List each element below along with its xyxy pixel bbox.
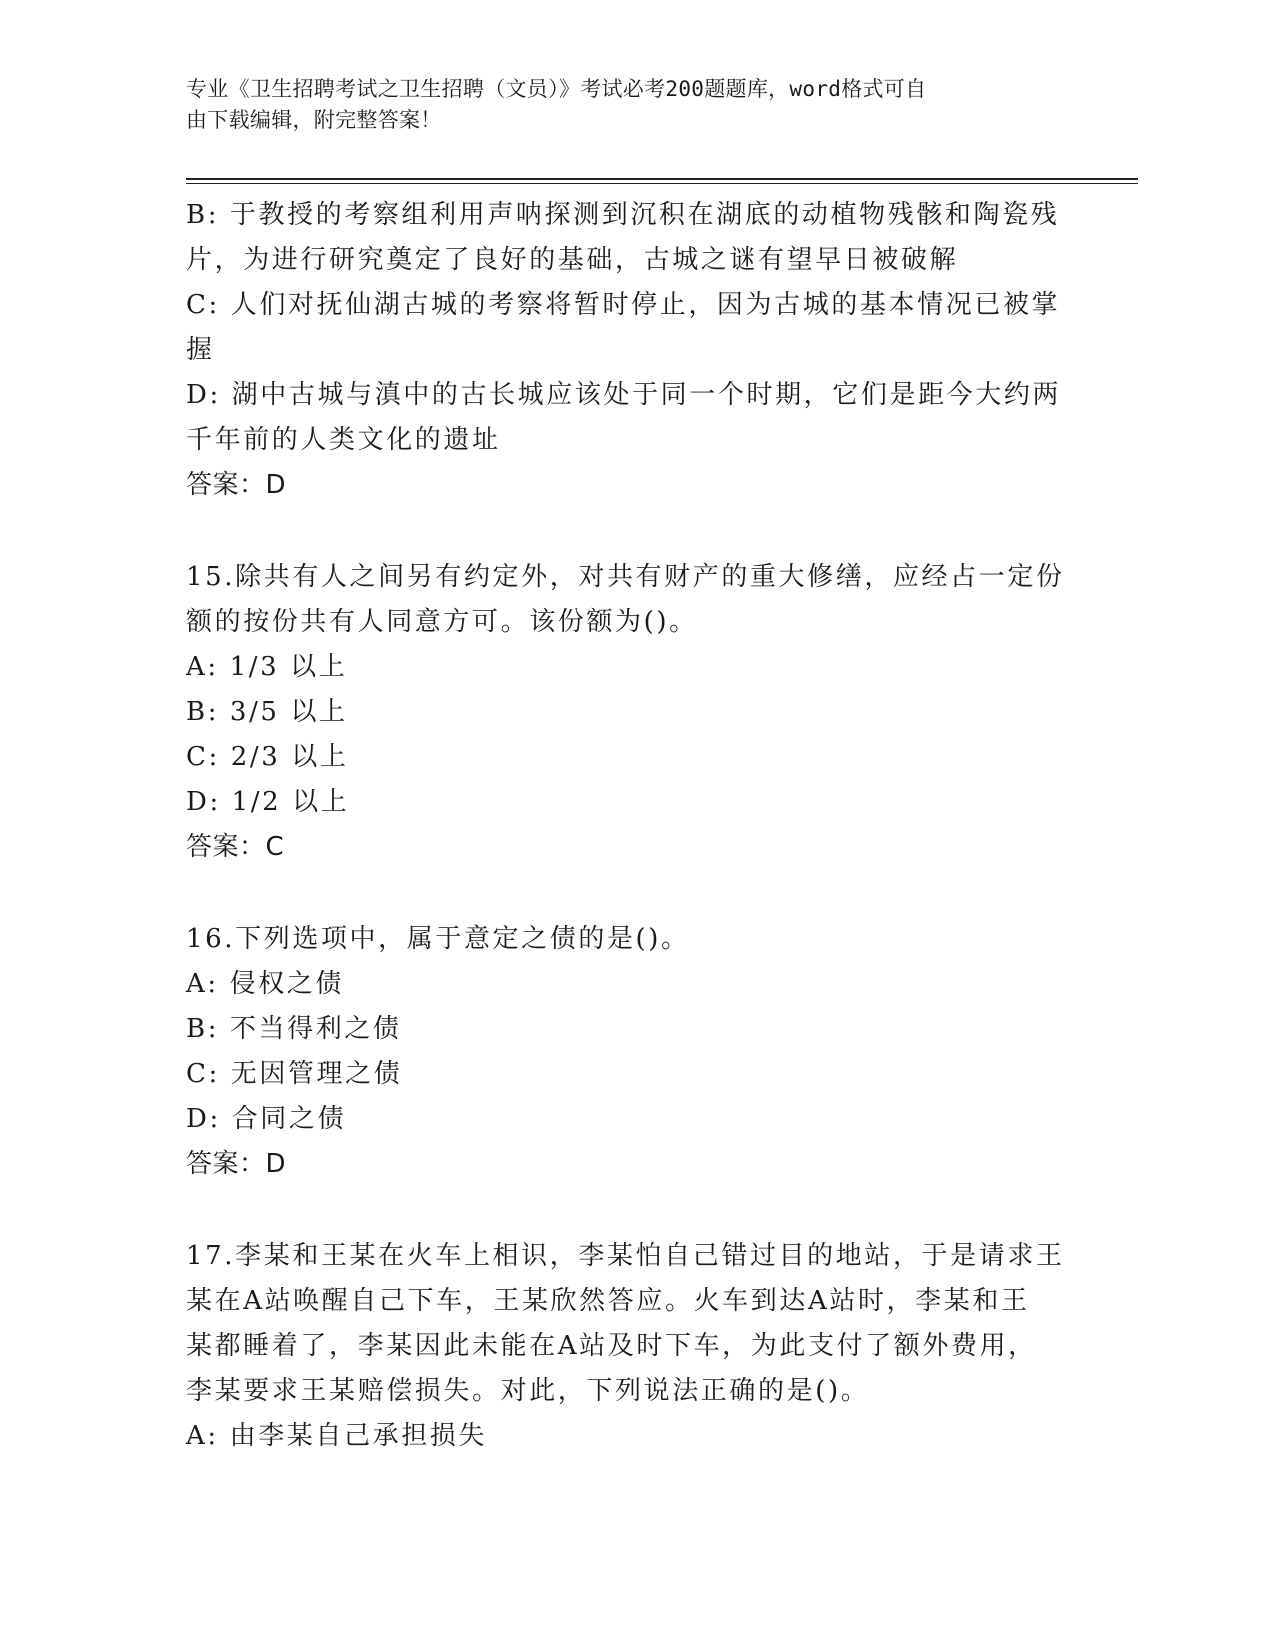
question-15 — [186, 555, 1086, 870]
option-d: D: 合同之债 — [186, 1104, 347, 1134]
header-divider-thin — [186, 183, 1138, 184]
question-stem-line-3: 某都睡着了，李某因此未能在A站及时下车，为此支付了额外费用， — [186, 1331, 1037, 1361]
option-b: B: 不当得利之债 — [186, 1014, 402, 1044]
option-c: C: 2/3 以上 — [186, 742, 349, 772]
question-17 — [186, 1234, 1086, 1459]
option-c: C: 无因管理之债 — [186, 1059, 403, 1089]
option-d: D: 1/2 以上 — [186, 787, 350, 817]
question-14-tail — [186, 193, 1086, 508]
option-c-line-2: 握 — [186, 335, 215, 365]
header-line-1: 专业《卫生招聘考试之卫生招聘（文员）》考试必考200题题库，word格式可自 — [186, 77, 927, 101]
option-b-line-1: B: 于教授的考察组利用声呐探测到沉积在湖底的动植物残骸和陶瓷残 — [186, 200, 1060, 230]
answer-line: 答案：D — [186, 1149, 287, 1179]
document-header — [186, 74, 1066, 136]
option-b: B: 3/5 以上 — [186, 697, 348, 727]
option-d-line-1: D: 湖中古城与滇中的古长城应该处于同一个时期，它们是距今大约两 — [186, 380, 1062, 410]
option-b-line-2: 片，为进行研究奠定了良好的基础，古城之谜有望早日被破解 — [186, 245, 959, 275]
header-line-2: 由下载编辑，附完整答案！ — [186, 108, 442, 132]
answer-line: 答案：D — [186, 470, 287, 500]
spacer — [186, 870, 1086, 917]
option-a: A: 侵权之债 — [186, 969, 345, 999]
answer-line: 答案：C — [186, 832, 285, 862]
question-stem: 16.下列选项中，属于意定之债的是()。 — [186, 924, 690, 954]
option-c-line-1: C: 人们对抚仙湖古城的考察将暂时停止，因为古城的基本情况已被掌 — [186, 290, 1061, 320]
spacer — [186, 508, 1086, 555]
option-a: A: 由李某自己承担损失 — [186, 1421, 488, 1451]
question-stem-line-1: 15.除共有人之间另有约定外，对共有财产的重大修缮，应经占一定份 — [186, 562, 1065, 592]
question-stem-line-2: 某在A站唤醒自己下车，王某欣然答应。火车到达A站时，李某和王 — [186, 1286, 1030, 1316]
question-stem-line-1: 17.李某和王某在火车上相识，李某怕自己错过目的地站，于是请求王 — [186, 1241, 1065, 1271]
question-16 — [186, 917, 1086, 1187]
question-stem-line-2: 额的按份共有人同意方可。该份额为()。 — [186, 607, 698, 637]
option-a: A: 1/3 以上 — [186, 652, 348, 682]
header-divider-thick — [186, 178, 1138, 180]
document-body — [186, 193, 1086, 1459]
spacer — [186, 1187, 1086, 1234]
question-stem-line-4: 李某要求王某赔偿损失。对此，下列说法正确的是()。 — [186, 1376, 870, 1406]
option-d-line-2: 千年前的人类文化的遗址 — [186, 425, 501, 455]
